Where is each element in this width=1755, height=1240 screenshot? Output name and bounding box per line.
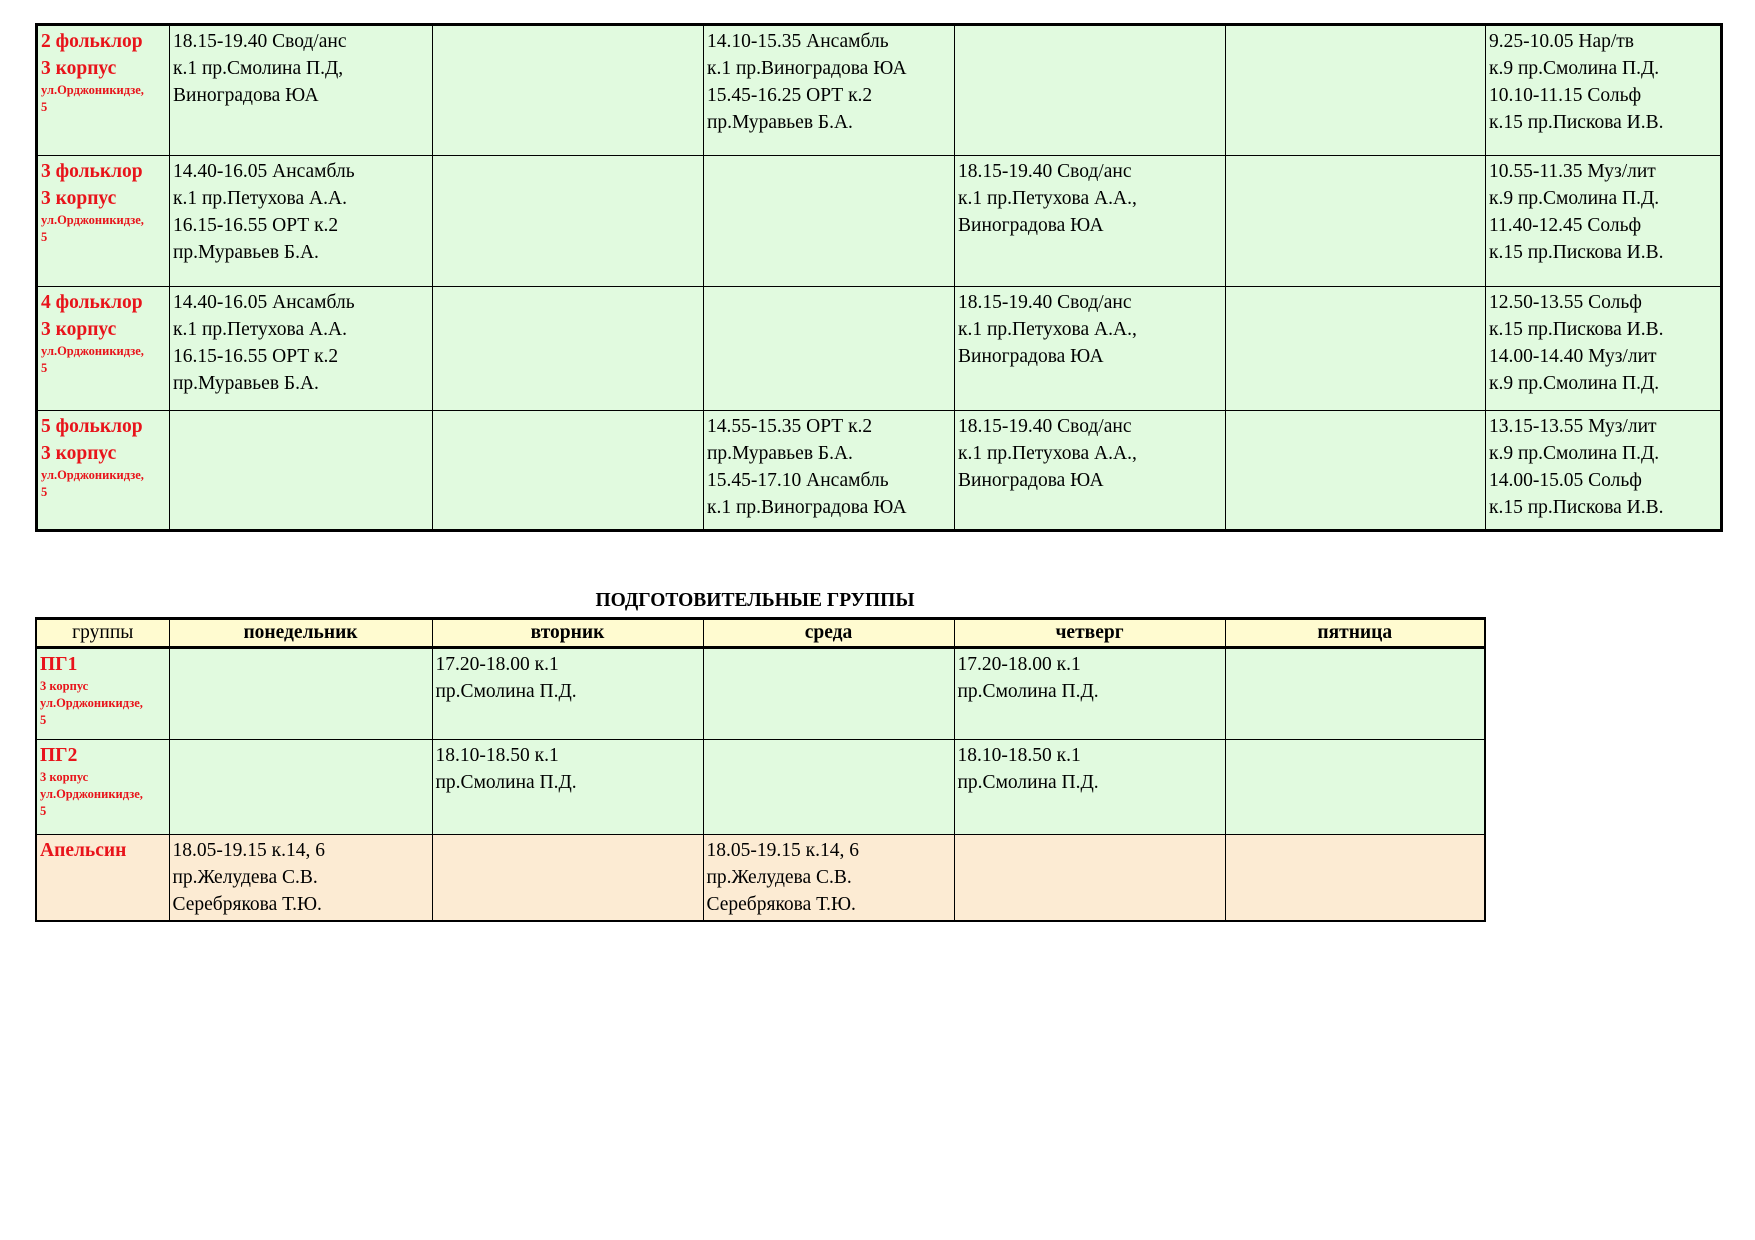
group-name: 5 фольклор 3 корпус <box>41 416 143 464</box>
schedule-cell <box>955 25 1226 156</box>
table-row <box>36 648 1485 740</box>
schedule-cell <box>1486 156 1722 287</box>
table-row <box>37 156 1722 287</box>
group-address: ул.Орджоникидзе, 5 <box>41 213 144 244</box>
group-cell <box>37 411 170 531</box>
schedule-entry: 18.05-19.15 к.14, 6 пр.Желудева С.В. Серебрякова Т.Ю. <box>172 840 325 915</box>
group-name: ПГ1 <box>40 654 78 675</box>
group-cell <box>37 287 170 411</box>
schedule-entry: 18.15-19.40 Свод/анс к.1 пр.Смолина П.Д, Виноградова ЮА <box>173 31 347 106</box>
schedule-cell <box>169 740 432 835</box>
schedule-cell <box>955 156 1226 287</box>
schedule-entry: 14.40-16.05 Ансамбль к.1 пр.Петухова А.А. 16.15-16.55 ОРТ к.2 пр.Муравьев Б.А. <box>173 292 355 394</box>
table-row <box>36 740 1485 835</box>
schedule-cell <box>170 287 433 411</box>
schedule-cell <box>432 648 703 740</box>
group-address: ул.Орджоникидзе, 5 <box>41 344 144 375</box>
table-row <box>37 287 1722 411</box>
schedule-entry: 18.15-19.40 Свод/анс к.1 пр.Петухова А.А., Виноградова ЮА <box>958 292 1137 367</box>
group-name: 3 фольклор 3 корпус <box>41 161 143 209</box>
schedule-cell <box>1226 156 1486 287</box>
schedule-cell <box>170 411 433 531</box>
schedule-entry: 18.10-18.50 к.1 пр.Смолина П.Д. <box>957 745 1099 793</box>
schedule-cell <box>433 287 704 411</box>
schedule-cell <box>954 835 1225 922</box>
group-cell <box>36 835 169 922</box>
schedule-cell <box>432 740 703 835</box>
schedule-entry: 14.55-15.35 ОРТ к.2 пр.Муравьев Б.А. 15.45-17.10 Ансамбль к.1 пр.Виноградова ЮА <box>707 416 907 518</box>
group-cell <box>37 156 170 287</box>
schedule-cell <box>1226 411 1486 531</box>
schedule-cell <box>170 156 433 287</box>
schedule-entry: 18.15-19.40 Свод/анс к.1 пр.Петухова А.А., Виноградова ЮА <box>958 416 1137 491</box>
group-name: Апельсин <box>40 840 127 861</box>
schedule-entry: 17.20-18.00 к.1 пр.Смолина П.Д. <box>435 654 577 702</box>
schedule-table-preparatory <box>35 617 1486 922</box>
column-header-groups: группы <box>36 619 169 648</box>
schedule-cell <box>433 156 704 287</box>
group-cell <box>36 740 169 835</box>
schedule-entry: 17.20-18.00 к.1 пр.Смолина П.Д. <box>957 654 1099 702</box>
group-name: ПГ2 <box>40 745 78 766</box>
column-header-monday: понедельник <box>169 619 432 648</box>
table-row <box>37 411 1722 531</box>
group-cell <box>36 648 169 740</box>
group-address: ул.Орджоникидзе, 5 <box>41 468 144 499</box>
schedule-cell <box>1226 25 1486 156</box>
group-address: 3 корпус ул.Орджоникидзе, 5 <box>40 679 143 727</box>
schedule-cell <box>954 740 1225 835</box>
schedule-entry: 18.15-19.40 Свод/анс к.1 пр.Петухова А.А., Виноградова ЮА <box>958 161 1137 236</box>
schedule-cell <box>1225 740 1485 835</box>
schedule-cell <box>955 411 1226 531</box>
schedule-cell <box>1486 411 1722 531</box>
schedule-cell <box>704 411 955 531</box>
table-row <box>37 25 1722 156</box>
group-address: 3 корпус ул.Орджоникидзе, 5 <box>40 770 143 818</box>
schedule-cell <box>169 835 432 922</box>
column-header-thursday: четверг <box>954 619 1225 648</box>
schedule-entry: 14.10-15.35 Ансамбль к.1 пр.Виноградова ЮА 15.45-16.25 ОРТ к.2 пр.Муравьев Б.А. <box>707 31 907 133</box>
schedule-cell <box>1486 25 1722 156</box>
schedule-entry: 18.05-19.15 к.14, 6 пр.Желудева С.В. Серебрякова Т.Ю. <box>706 840 859 915</box>
schedule-entry: 10.55-11.35 Муз/лит к.9 пр.Смолина П.Д. 11.40-12.45 Сольф к.15 пр.Пискова И.В. <box>1489 161 1664 263</box>
schedule-cell <box>703 835 954 922</box>
schedule-cell <box>433 411 704 531</box>
schedule-table-folklore <box>35 23 1723 532</box>
schedule-cell <box>433 25 704 156</box>
schedule-cell <box>703 740 954 835</box>
schedule-cell <box>1225 648 1485 740</box>
schedule-entry: 12.50-13.55 Сольф к.15 пр.Пискова И.В. 14.00-14.40 Муз/лит к.9 пр.Смолина П.Д. <box>1489 292 1664 394</box>
schedule-cell <box>170 25 433 156</box>
schedule-cell <box>432 835 703 922</box>
schedule-entry: 9.25-10.05 Нар/тв к.9 пр.Смолина П.Д. 10.10-11.15 Сольф к.15 пр.Пискова И.В. <box>1489 31 1664 133</box>
column-header-tuesday: вторник <box>432 619 703 648</box>
group-address: ул.Орджоникидзе, 5 <box>41 83 144 114</box>
schedule-cell <box>703 648 954 740</box>
schedule-cell <box>1225 835 1485 922</box>
schedule-cell <box>1486 287 1722 411</box>
header-row <box>36 619 1485 648</box>
table-row <box>36 835 1485 922</box>
schedule-cell <box>704 156 955 287</box>
schedule-cell <box>955 287 1226 411</box>
schedule-entry: 13.15-13.55 Муз/лит к.9 пр.Смолина П.Д. 14.00-15.05 Сольф к.15 пр.Пискова И.В. <box>1489 416 1664 518</box>
schedule-cell <box>1226 287 1486 411</box>
schedule-entry: 14.40-16.05 Ансамбль к.1 пр.Петухова А.А. 16.15-16.55 ОРТ к.2 пр.Муравьев Б.А. <box>173 161 355 263</box>
schedule-cell <box>954 648 1225 740</box>
schedule-cell <box>169 648 432 740</box>
section-title: ПОДГОТОВИТЕЛЬНЫЕ ГРУППЫ <box>595 590 915 611</box>
group-cell <box>37 25 170 156</box>
schedule-entry: 18.10-18.50 к.1 пр.Смолина П.Д. <box>435 745 577 793</box>
group-name: 4 фольклор 3 корпус <box>41 292 143 340</box>
column-header-friday: пятница <box>1225 619 1485 648</box>
group-name: 2 фольклор 3 корпус <box>41 31 143 79</box>
schedule-cell <box>704 25 955 156</box>
column-header-wednesday: среда <box>703 619 954 648</box>
schedule-cell <box>704 287 955 411</box>
